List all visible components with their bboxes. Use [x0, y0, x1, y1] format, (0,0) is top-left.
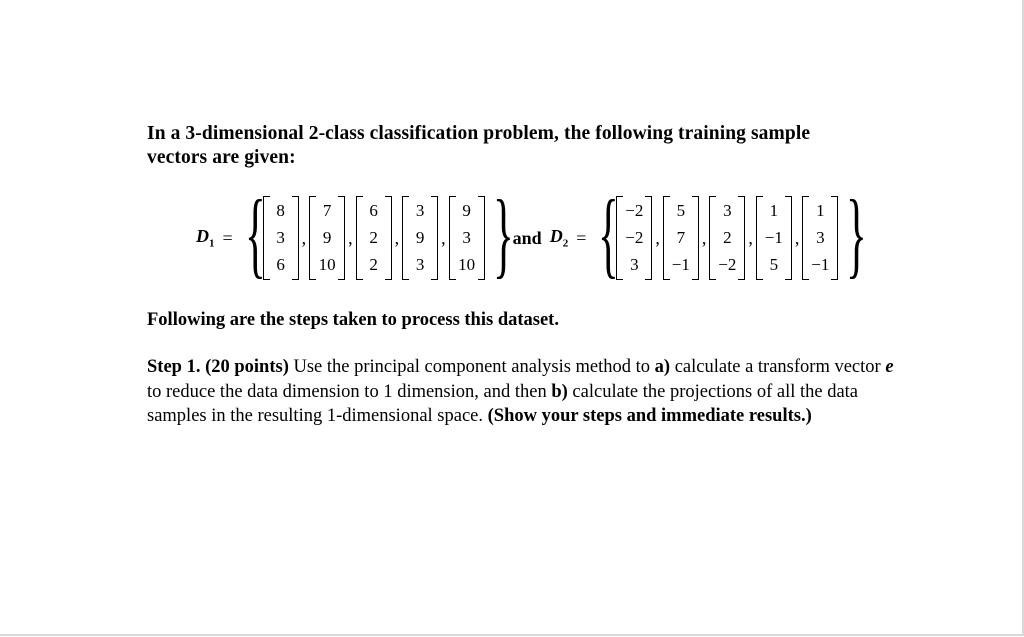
d2-vector-1-component: −2 [625, 228, 644, 247]
d1-vector-1-component: 3 [276, 228, 285, 247]
d2-vector-5-component: −1 [811, 255, 830, 274]
d1-close-brace: } [492, 180, 514, 287]
d2-vector-5-component: 1 [816, 201, 825, 220]
d2-equals: = [576, 227, 587, 248]
step-1-part-a: a) [654, 357, 671, 377]
step-1-paragraph [147, 355, 907, 429]
d2-vector-2-component: 5 [676, 201, 686, 220]
and-text: and [512, 227, 542, 248]
d2-vector-3-component: 2 [723, 228, 732, 247]
d1-vector-4-component: 9 [415, 228, 425, 247]
d2-vector-3-component: −2 [718, 255, 737, 274]
d2-vector-3 [709, 196, 745, 280]
d2-vector-4-component: −1 [764, 228, 783, 247]
d1-vector-set [261, 196, 487, 280]
step-1-text-1: Use the principal component analysis method to [288, 357, 655, 377]
d2-vector-separator: , [655, 227, 660, 248]
d1-equals: = [222, 227, 233, 248]
step-1-text-2: calculate a transform vector [670, 357, 886, 377]
d1-vector-1-component: 8 [276, 201, 285, 220]
d1-vector-4-component: 3 [415, 201, 425, 220]
followup-text: Following are the steps taken to process this dataset. [147, 310, 559, 330]
d1-label: $D_1$ [196, 226, 215, 250]
d2-vector-5 [802, 196, 838, 280]
d1-vector-2-component: 10 [318, 255, 336, 274]
d1-vector-3 [356, 196, 392, 280]
d1-vector-4 [402, 196, 438, 280]
d1-vector-2-component: 7 [322, 201, 332, 220]
d1-vector-5-component: 9 [462, 201, 471, 220]
d2-vector-2-component: 7 [676, 228, 686, 247]
d1-vector-separator: , [348, 227, 353, 248]
step-1-vector-e: e [885, 357, 894, 377]
step-1-label: Step 1. (20 points) [147, 357, 289, 377]
d1-vector-3-component: 6 [369, 201, 378, 220]
d2-vector-4-component: 1 [769, 201, 779, 220]
d1-open-brace: { [244, 180, 266, 287]
d2-vector-separator: , [701, 227, 707, 248]
step-1-text-4: calculate the projections of all the data samples in the resulting 1-dimensional space. [147, 381, 859, 426]
d1-vector-3-component: 2 [369, 255, 378, 274]
d1-vector-2 [309, 196, 345, 280]
d2-vector-2 [663, 196, 699, 280]
d1-vector-4-component: 3 [415, 255, 425, 274]
d1-vector-1-component: 6 [276, 255, 285, 274]
d2-close-brace: } [846, 180, 868, 287]
d2-vector-separator: , [794, 227, 800, 248]
d1-vector-5 [449, 196, 485, 280]
d2-open-brace: { [598, 180, 620, 287]
d1-vector-separator: , [394, 227, 400, 248]
d2-vector-2-component: −1 [671, 255, 690, 274]
d2-vector-4 [756, 196, 792, 280]
d1-vector-separator: , [441, 227, 446, 248]
intro-line-1: In a 3-dimensional 2-class classification problem, the following training sample [147, 123, 811, 144]
dataset-equation [196, 180, 868, 287]
d2-vector-5-component: 3 [816, 228, 825, 247]
step-1-part-b: b) [551, 381, 568, 402]
d2-vector-1 [616, 196, 652, 280]
d2-vector-3-component: 3 [723, 201, 732, 220]
d1-vector-2-component: 9 [322, 228, 332, 247]
d2-vector-1-component: −2 [625, 201, 644, 220]
d1-vector-3-component: 2 [369, 228, 378, 247]
problem-intro [147, 122, 907, 170]
d1-vector-1 [263, 196, 299, 280]
intro-line-2: vectors are given: [147, 147, 296, 168]
step-1-show-steps: (Show your steps and immediate results.) [487, 406, 812, 426]
d1-vector-5-component: 10 [458, 255, 476, 274]
d1-vector-5-component: 3 [462, 228, 471, 247]
d1-vector-separator: , [301, 227, 307, 248]
d2-label: $D_2$ [549, 226, 569, 250]
d2-vector-separator: , [748, 227, 753, 248]
step-1-text-3: to reduce the data dimension to 1 dimension, and then [147, 381, 552, 402]
d2-vector-set [614, 196, 840, 280]
d2-vector-1-component: 3 [630, 255, 639, 274]
d2-vector-4-component: 5 [769, 255, 779, 274]
